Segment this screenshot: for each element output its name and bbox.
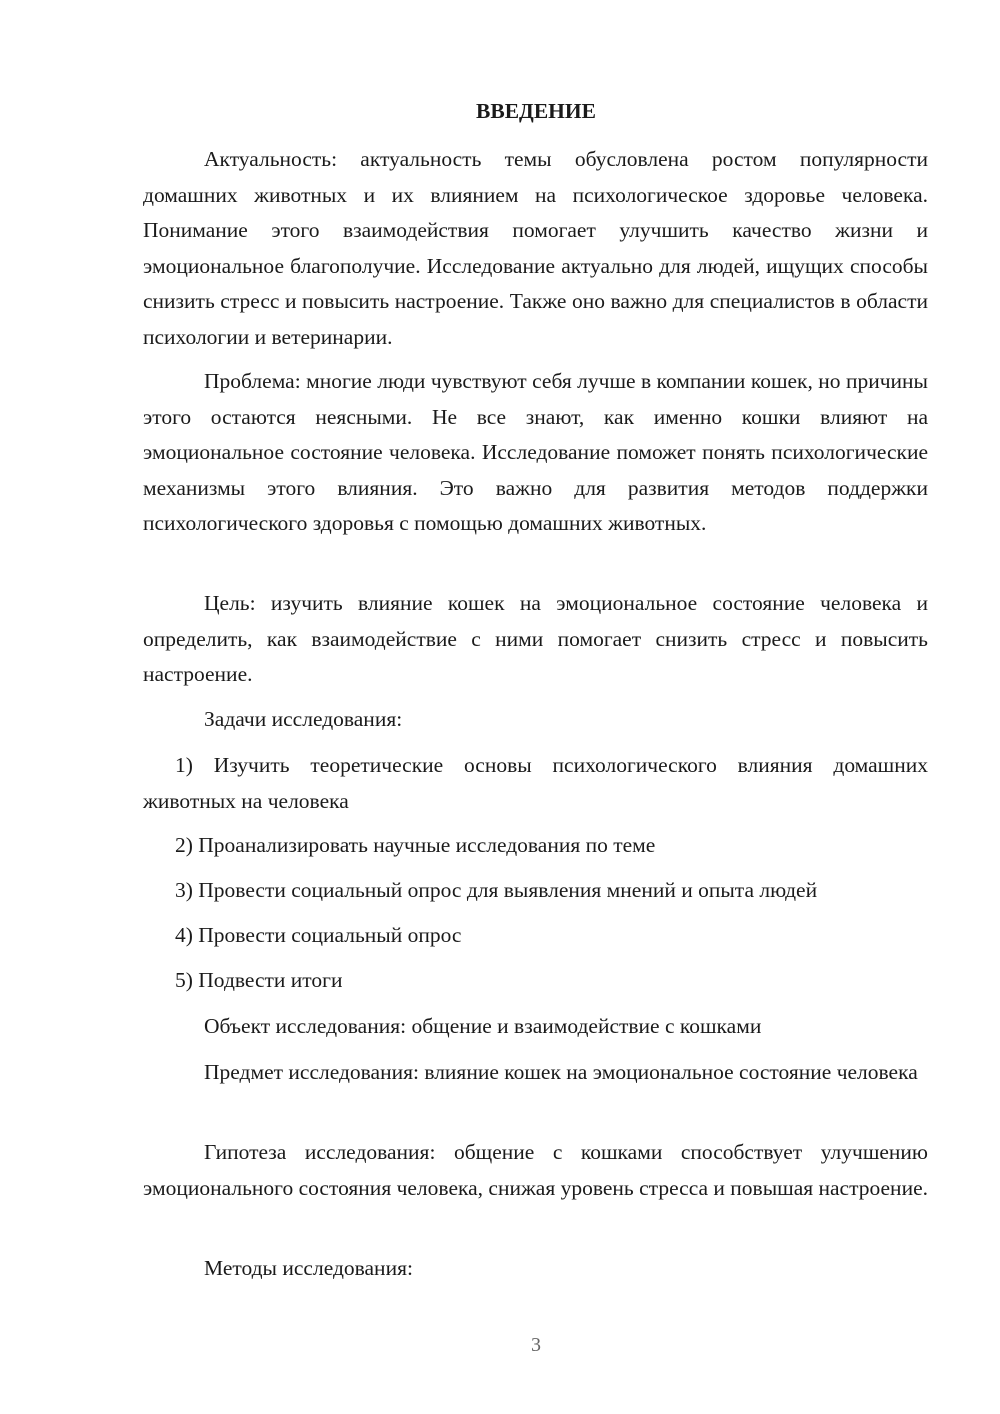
object-paragraph: Объект исследования: общение и взаимодействие с кошками xyxy=(204,1014,762,1038)
task-item-3: 3) Провести социальный опрос для выявления мнений и опыта людей xyxy=(175,878,818,902)
tasks-title: Задачи исследования: xyxy=(204,707,403,731)
goal-paragraph: Цель: изучить влияние кошек на эмоциональное состояние человека и определить, как взаимодействие с ними помогает снизить стресс и повысить настроение. xyxy=(143,591,928,687)
problem-paragraph: Проблема: многие люди чувствуют себя лучше в компании кошек, но причины этого остаются неясными. Не все знают, как именно кошки влияют на эмоциональное состояние человека. Исследование поможет понять психологические механизмы этого влияния. Это важно для развития методов поддержки психологического здоровья с помощью домашних животных. xyxy=(143,369,928,536)
task-item-1: 1) Изучить теоретические основы психологического влияния домашних животных на человека xyxy=(143,753,928,813)
task-item-4: 4) Провести социальный опрос xyxy=(175,923,462,947)
task-item-5: 5) Подвести итоги xyxy=(175,968,343,992)
hypothesis-paragraph: Гипотеза исследования: общение с кошками способствует улучшению эмоционального состояния человека, снижая уровень стресса и повышая настроение. xyxy=(143,1140,928,1200)
relevance-paragraph: Актуальность: актуальность темы обусловлена ростом популярности домашних животных и их влиянием на психологическое здоровье человека. Понимание этого взаимодействия помогает улучшить качество жизни и эмоциональное благополучие. Исследование актуально для людей, ищущих способы снизить стресс и повысить настроение. Также оно важно для специалистов в области психологии и ветеринарии. xyxy=(143,147,928,349)
task-item-2: 2) Проанализировать научные исследования по теме xyxy=(175,833,656,857)
page-number: 3 xyxy=(531,1334,541,1356)
methods-title: Методы исследования: xyxy=(204,1256,413,1280)
subject-paragraph: Предмет исследования: влияние кошек на эмоциональное состояние человека xyxy=(204,1060,918,1084)
page-heading: ВВЕДЕНИЕ xyxy=(476,99,596,123)
